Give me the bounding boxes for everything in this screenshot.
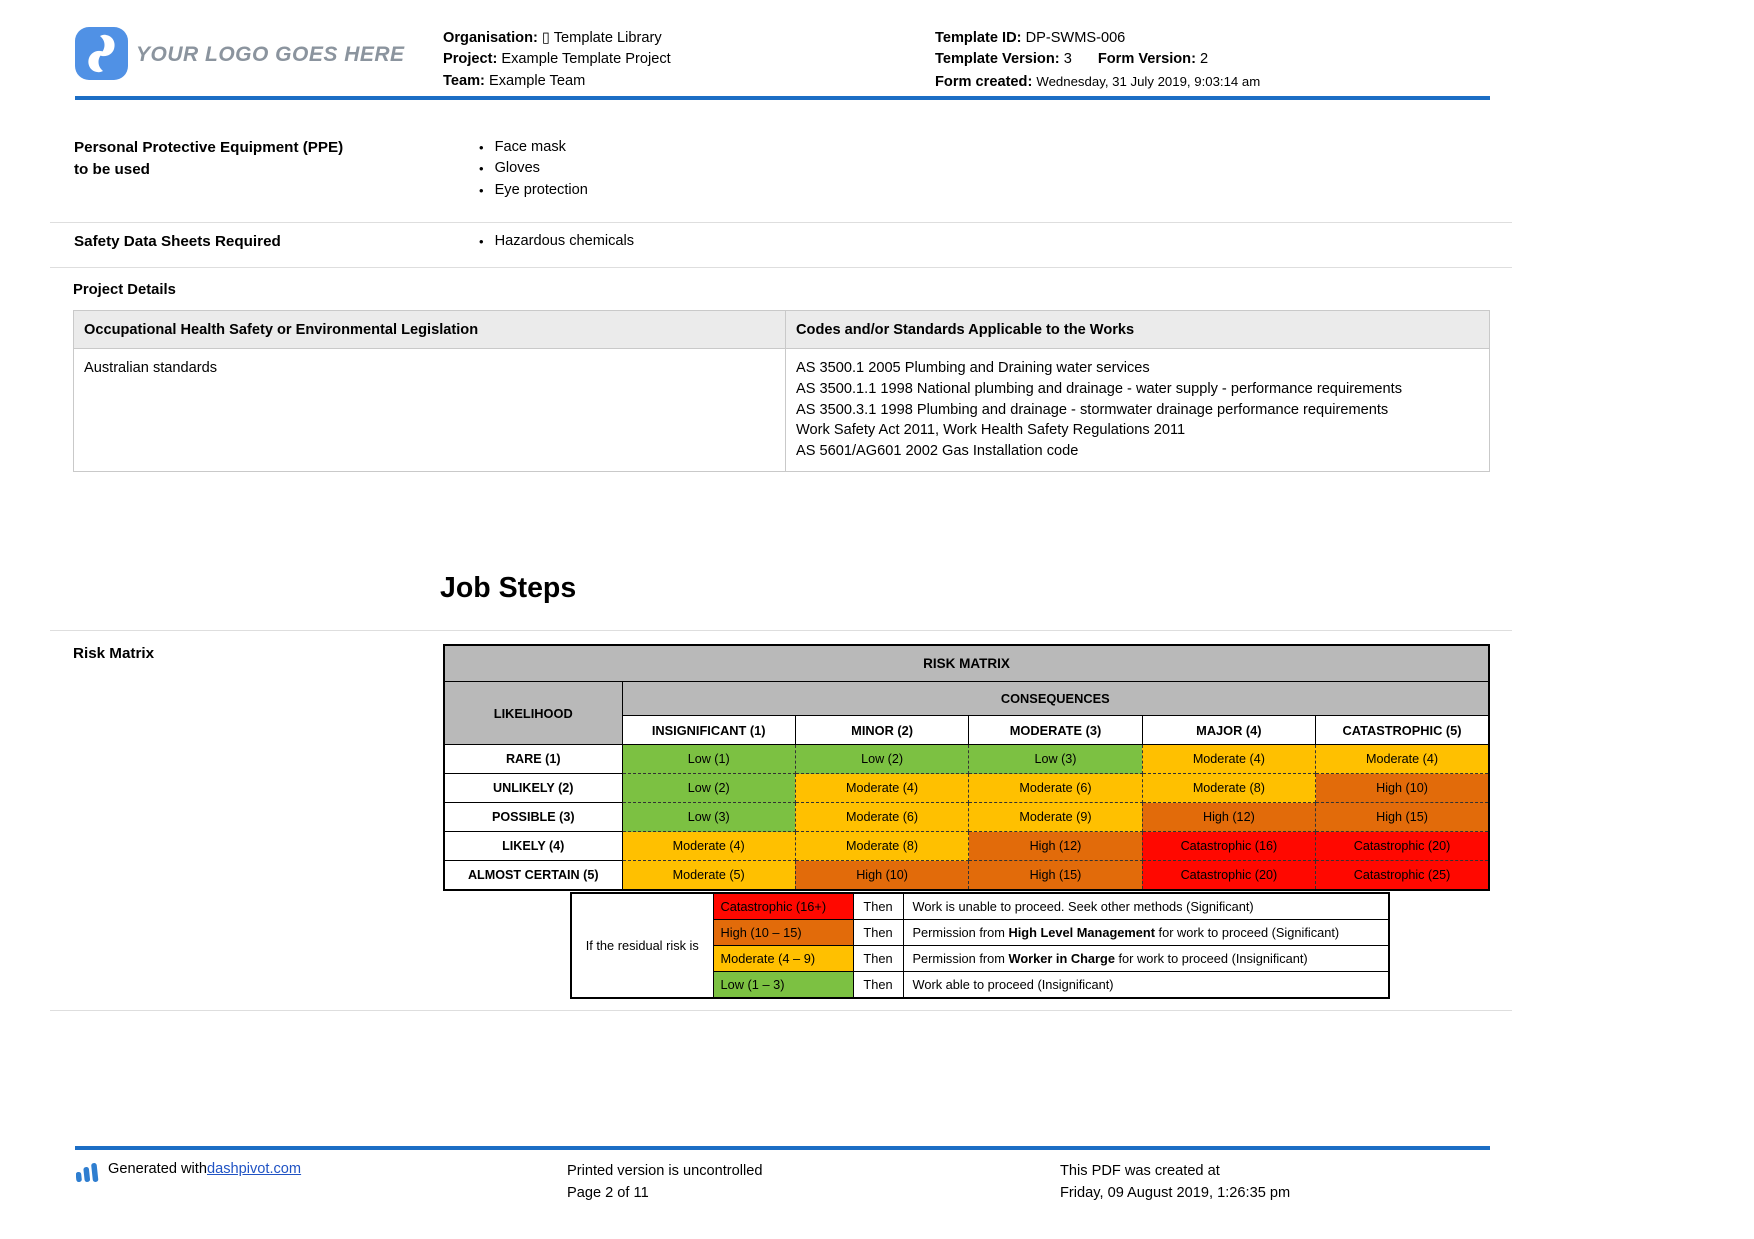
legend-then: Then — [853, 893, 903, 920]
row-label: UNLIKELY (2) — [444, 774, 622, 803]
project-details-title: Project Details — [73, 282, 176, 298]
footer-accent-line — [75, 1146, 1490, 1150]
section-divider — [50, 267, 1512, 268]
risk-cell: High (10) — [795, 861, 968, 891]
risk-cell: Moderate (6) — [795, 803, 968, 832]
risk-matrix-title: RISK MATRIX — [444, 645, 1489, 682]
risk-cell: Moderate (4) — [1316, 745, 1489, 774]
table-row — [444, 774, 1489, 803]
risk-cell: Low (3) — [622, 803, 795, 832]
dashpivot-bars-icon — [76, 1163, 99, 1182]
risk-matrix-table — [443, 644, 1490, 891]
organisation-value: ▯ Template Library — [541, 30, 662, 46]
column-header: INSIGNIFICANT (1) — [622, 716, 795, 745]
job-steps-heading: Job Steps — [440, 572, 577, 604]
form-version-label: Form Version: — [1097, 51, 1196, 68]
header-organisation-block — [443, 28, 671, 92]
template-id-value: DP-SWMS-006 — [1025, 30, 1126, 46]
table-row — [444, 861, 1489, 891]
organisation-label: Organisation: — [443, 30, 538, 46]
legend-description: Permission from Worker in Charge for work to proceed (Insignificant) — [903, 946, 1389, 972]
list-item: • Gloves — [479, 158, 588, 179]
sds-section-label: Safety Data Sheets Required — [74, 233, 281, 250]
code-line: AS 3500.1.1 1998 National plumbing and drainage - water supply - performance requirements — [796, 380, 1402, 397]
header-meta-block — [935, 28, 1260, 93]
codes-cell — [786, 349, 1490, 472]
column-header: MAJOR (4) — [1142, 716, 1315, 745]
team-label: Team: — [443, 72, 485, 89]
page-number: Page 2 of 11 — [567, 1184, 649, 1201]
legend-range: Low (1 – 3) — [713, 972, 853, 999]
row-label: RARE (1) — [444, 745, 622, 774]
risk-cell: High (12) — [1142, 803, 1315, 832]
table-row — [444, 745, 1489, 774]
risk-matrix-title-row — [444, 645, 1489, 682]
risk-cell: Low (2) — [795, 745, 968, 774]
table-row — [444, 832, 1489, 861]
section-divider — [50, 630, 1512, 631]
risk-cell: Catastrophic (16) — [1142, 832, 1315, 861]
list-item: • Eye protection — [479, 180, 588, 201]
risk-cell: Low (3) — [969, 745, 1142, 774]
generated-text: Generated with — [108, 1161, 207, 1177]
risk-cell: Moderate (8) — [795, 832, 968, 861]
row-label: LIKELY (4) — [444, 832, 622, 861]
risk-cell: High (15) — [1316, 803, 1489, 832]
form-created-row — [935, 71, 1260, 93]
risk-cell: Moderate (4) — [795, 774, 968, 803]
company-logo-icon — [75, 27, 128, 80]
legislation-cell: Australian standards — [74, 349, 786, 472]
column-header: CATASTROPHIC (5) — [1316, 716, 1489, 745]
row-label: POSSIBLE (3) — [444, 803, 622, 832]
column-header: MODERATE (3) — [969, 716, 1142, 745]
legend-description: Work is unable to proceed. Seek other methods (Significant) — [903, 893, 1389, 920]
code-line: AS 5601/AG601 2002 Gas Installation code — [796, 443, 1079, 460]
legend-condition: If the residual risk is — [571, 893, 713, 998]
printed-uncontrolled-text: Printed version is uncontrolled — [567, 1163, 763, 1179]
template-version-label: Template Version: — [935, 51, 1060, 68]
section-divider — [50, 1010, 1512, 1011]
project-label: Project: — [443, 51, 498, 68]
header-accent-line — [75, 96, 1490, 100]
table-row — [74, 349, 1490, 472]
residual-risk-legend-table — [570, 892, 1390, 999]
legislation-column-header: Occupational Health Safety or Environmental Legislation — [74, 311, 786, 349]
risk-matrix-section-label: Risk Matrix — [73, 645, 155, 662]
risk-cell: High (15) — [969, 861, 1142, 891]
legend-then: Then — [853, 972, 903, 999]
list-item: • Face mask — [479, 137, 588, 158]
pdf-created-timestamp: Friday, 09 August 2019, 1:26:35 pm — [1060, 1184, 1291, 1201]
section-divider — [50, 222, 1512, 223]
table-row — [444, 803, 1489, 832]
versions-row — [935, 49, 1260, 70]
ppe-section-label: Personal Protective Equipment (PPE) to be used — [74, 139, 344, 178]
team-row — [443, 71, 671, 92]
risk-cell: Catastrophic (25) — [1316, 861, 1489, 891]
organisation-row — [443, 28, 671, 49]
risk-cell: High (12) — [969, 832, 1142, 861]
dashpivot-link[interactable]: dashpivot.com — [206, 1161, 302, 1177]
risk-cell: Moderate (8) — [1142, 774, 1315, 803]
footer-generated — [76, 1161, 301, 1182]
form-version-value: 2 — [1200, 51, 1209, 68]
list-item: • Hazardous chemicals — [479, 231, 634, 252]
project-details-table — [73, 310, 1490, 472]
legend-range: Moderate (4 – 9) — [713, 946, 853, 972]
footer-printed — [567, 1161, 763, 1204]
project-row — [443, 49, 671, 70]
project-value: Example Template Project — [501, 51, 671, 68]
code-line: AS 3500.1 2005 Plumbing and Draining water services — [796, 360, 1150, 376]
risk-cell: Low (2) — [622, 774, 795, 803]
risk-cell: Moderate (4) — [1142, 745, 1315, 774]
legend-description: Permission from High Level Management for work to proceed (Significant) — [903, 920, 1389, 946]
form-created-value: Wednesday, 31 July 2019, 9:03:14 am — [1036, 73, 1261, 89]
legend-then: Then — [853, 920, 903, 946]
row-label: ALMOST CERTAIN (5) — [444, 861, 622, 891]
sds-items-list — [479, 231, 634, 252]
likelihood-header: LIKELIHOOD — [444, 682, 622, 745]
table-row — [571, 893, 1389, 920]
risk-cell: Low (1) — [622, 745, 795, 774]
legend-description: Work able to proceed (Insignificant) — [903, 972, 1389, 999]
form-created-label: Form created: — [935, 73, 1033, 90]
consequences-header: CONSEQUENCES — [622, 682, 1489, 716]
template-id-label: Template ID: — [935, 30, 1022, 46]
code-line: AS 3500.3.1 1998 Plumbing and drainage - stormwater drainage performance requirements — [796, 401, 1389, 418]
team-value: Example Team — [488, 72, 586, 89]
risk-cell: Catastrophic (20) — [1142, 861, 1315, 891]
risk-cell: Moderate (6) — [969, 774, 1142, 803]
column-header: MINOR (2) — [795, 716, 968, 745]
ppe-items-list — [479, 137, 588, 201]
logo-placeholder-text: YOUR LOGO GOES HERE — [136, 43, 405, 66]
codes-column-header: Codes and/or Standards Applicable to the Works — [786, 311, 1490, 349]
footer-created — [1060, 1161, 1290, 1204]
risk-cell: Moderate (9) — [969, 803, 1142, 832]
risk-matrix-axis-row — [444, 682, 1489, 716]
legend-range: Catastrophic (16+) — [713, 893, 853, 920]
legend-range: High (10 – 15) — [713, 920, 853, 946]
template-version-value: 3 — [1063, 51, 1072, 68]
risk-cell: Moderate (5) — [622, 861, 795, 891]
table-header-row — [74, 311, 1490, 349]
risk-cell: Moderate (4) — [622, 832, 795, 861]
risk-cell: High (10) — [1316, 774, 1489, 803]
code-line: Work Safety Act 2011, Work Health Safety Regulations 2011 — [796, 422, 1186, 439]
template-id-row — [935, 28, 1260, 49]
pdf-created-label: This PDF was created at — [1060, 1163, 1220, 1179]
risk-cell: Catastrophic (20) — [1316, 832, 1489, 861]
legend-then: Then — [853, 946, 903, 972]
